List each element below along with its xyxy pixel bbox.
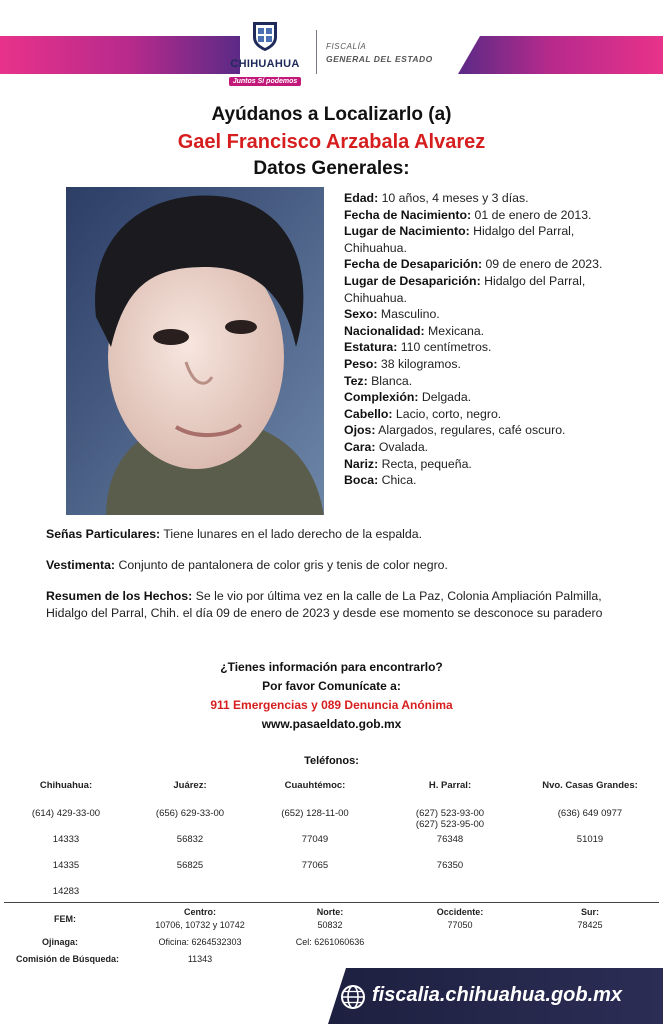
clothing-label: Vestimenta: bbox=[46, 558, 116, 572]
logo-divider bbox=[316, 30, 317, 74]
fem-norte-value: 50832 bbox=[317, 920, 343, 930]
summary-label: Resumen de los Hechos: bbox=[46, 589, 193, 603]
phone-number: 14333 bbox=[52, 834, 80, 845]
detail-row bbox=[344, 273, 634, 306]
fem-sur-value: 78425 bbox=[577, 920, 603, 930]
footer-url[interactable]: fiscalia.chihuahua.gob.mx bbox=[372, 984, 623, 1006]
emergency-numbers: 911 Emergencias y 089 Denuncia Anónima bbox=[210, 698, 453, 712]
detail-row bbox=[344, 306, 634, 323]
phone-number: 77065 bbox=[301, 860, 329, 871]
globe-icon bbox=[340, 984, 366, 1010]
phone-column bbox=[390, 780, 510, 886]
detail-row bbox=[344, 339, 634, 356]
detail-label: Sexo: bbox=[344, 307, 378, 322]
phone-number: (656) 629-33-00 bbox=[155, 808, 225, 819]
detail-value: Lacio, corto, negro. bbox=[392, 406, 502, 421]
ojinaga-office: Oficina: 6264532303 bbox=[158, 937, 242, 947]
detail-row bbox=[344, 389, 634, 406]
detail-label: Cabello: bbox=[344, 406, 393, 421]
detail-label: Boca: bbox=[344, 473, 379, 488]
detail-label: Fecha de Nacimiento: bbox=[344, 207, 472, 222]
clothing bbox=[46, 557, 606, 574]
phone-number: 51019 bbox=[576, 834, 604, 845]
detail-label: Tez: bbox=[344, 373, 368, 388]
phone-number: 76350 bbox=[436, 860, 464, 871]
detail-value: Blanca. bbox=[367, 373, 413, 388]
phone-number: 56832 bbox=[176, 834, 204, 845]
phone-column bbox=[255, 780, 375, 886]
detail-row bbox=[344, 472, 634, 489]
detail-value: Delgada. bbox=[418, 390, 472, 405]
phone-number: 76348 bbox=[436, 834, 464, 845]
missing-person-name: Gael Francisco Arzabala Alvarez bbox=[177, 131, 486, 153]
detail-label: Nacionalidad: bbox=[344, 323, 425, 338]
summary-of-events bbox=[46, 588, 606, 621]
detail-value: Recta, pequeña. bbox=[378, 456, 472, 471]
fem-occidente-label: Occidente: bbox=[436, 907, 484, 917]
detail-row bbox=[344, 406, 634, 423]
detail-value: Masculino. bbox=[377, 307, 440, 322]
phones-title: Teléfonos: bbox=[304, 755, 359, 767]
phone-number: (627) 523-93-00 (627) 523-95-00 bbox=[415, 808, 485, 830]
detail-row bbox=[344, 373, 634, 390]
detail-row bbox=[344, 439, 634, 456]
detail-label: Estatura: bbox=[344, 340, 398, 355]
header-band-left bbox=[0, 36, 240, 74]
logo-name: CHIHUAHUA bbox=[230, 58, 300, 70]
detail-row bbox=[344, 456, 634, 473]
phone-city: H. Parral: bbox=[428, 780, 472, 791]
phone-number: 14335 bbox=[52, 860, 80, 871]
header-band-right bbox=[458, 36, 663, 74]
contact-please: Por favor Comunícate a: bbox=[262, 679, 401, 693]
phone-city: Nvo. Casas Grandes: bbox=[542, 780, 638, 791]
divider-line bbox=[4, 902, 659, 903]
headline: Ayúdanos a Localizarlo (a) bbox=[211, 104, 452, 125]
fem-label: FEM: bbox=[54, 914, 76, 924]
contact-question: ¿Tienes información para encontrarlo? bbox=[220, 660, 443, 674]
phone-city: Cuauhtémoc: bbox=[284, 780, 346, 791]
search-commission-value: 11343 bbox=[187, 954, 213, 964]
agency-line2: GENERAL DEL ESTADO bbox=[326, 54, 433, 64]
fem-sur-label: Sur: bbox=[581, 907, 599, 917]
ojinaga-label: Ojinaga: bbox=[41, 937, 78, 947]
detail-value: Mexicana. bbox=[424, 323, 485, 338]
detail-row bbox=[344, 223, 634, 256]
agency-line1: FISCALÍA bbox=[326, 42, 367, 51]
detail-label: Cara: bbox=[344, 439, 376, 454]
fem-norte-label: Norte: bbox=[316, 907, 344, 917]
detail-value: Alargados, regulares, café oscuro. bbox=[375, 423, 566, 438]
detail-value: 110 centímetros. bbox=[397, 340, 492, 355]
detail-value: 09 de enero de 2023. bbox=[482, 257, 603, 272]
detail-value: Chica. bbox=[378, 473, 417, 488]
logo-slogan: Juntos Sí podemos bbox=[229, 77, 302, 86]
person-photo bbox=[66, 187, 324, 515]
distinctive-marks bbox=[46, 526, 606, 543]
search-commission-label: Comisión de Búsqueda: bbox=[15, 954, 119, 964]
distinctive-marks-value: Tiene lunares en el lado derecho de la espalda. bbox=[160, 527, 422, 541]
detail-row bbox=[344, 323, 634, 340]
phone-city: Juárez: bbox=[173, 780, 207, 791]
detail-label: Lugar de Nacimiento: bbox=[344, 224, 470, 239]
phone-number: (652) 128-11-00 bbox=[281, 808, 349, 819]
detail-value: Ovalada. bbox=[375, 439, 429, 454]
detail-value: 10 años, 4 meses y 3 días. bbox=[378, 191, 529, 205]
detail-row bbox=[344, 356, 634, 373]
detail-label: Ojos: bbox=[344, 423, 376, 438]
detail-value: 38 kilogramos. bbox=[377, 356, 461, 371]
detail-value: 01 de enero de 2013. bbox=[471, 207, 592, 222]
detail-label: Nariz: bbox=[344, 456, 379, 471]
detail-label: Peso: bbox=[344, 356, 378, 371]
ojinaga-cell: Cel: 6261060636 bbox=[295, 937, 365, 947]
detail-label: Fecha de Desaparición: bbox=[344, 257, 483, 272]
phone-number: (614) 429-33-00 bbox=[31, 808, 101, 819]
phone-city: Chihuahua: bbox=[39, 780, 93, 791]
phone-number: 77049 bbox=[301, 834, 329, 845]
chihuahua-logo bbox=[228, 20, 302, 90]
section-title: Datos Generales: bbox=[253, 158, 410, 179]
fem-centro-value: 10706, 10732 y 10742 bbox=[155, 920, 245, 930]
detail-label: Complexión: bbox=[344, 390, 419, 405]
detail-label: Lugar de Desaparición: bbox=[344, 273, 481, 288]
phone-number: 56825 bbox=[176, 860, 204, 871]
detail-value: Hidalgo del Parral, Chihuahua. bbox=[344, 273, 586, 305]
phone-column bbox=[130, 780, 250, 886]
fem-occidente-value: 77050 bbox=[447, 920, 473, 930]
phone-column bbox=[530, 780, 650, 860]
clothing-value: Conjunto de pantalonera de color gris y tenis de color negro. bbox=[115, 558, 448, 572]
phone-number: 14283 bbox=[52, 886, 80, 897]
detail-row bbox=[344, 256, 634, 273]
detail-row bbox=[344, 422, 634, 439]
general-data-list bbox=[344, 190, 634, 489]
distinctive-marks-label: Señas Particulares: bbox=[46, 527, 161, 541]
report-website[interactable]: www.pasaeldato.gob.mx bbox=[261, 717, 402, 731]
detail-value: Hidalgo del Parral, Chihuahua. bbox=[344, 224, 575, 255]
footer-left bbox=[0, 968, 330, 1024]
detail-row bbox=[344, 207, 634, 224]
phone-number: (636) 649 0977 bbox=[557, 808, 623, 819]
fem-centro-label: Centro: bbox=[184, 907, 216, 917]
detail-row bbox=[344, 190, 634, 207]
shield-icon bbox=[250, 20, 280, 52]
phone-column bbox=[6, 780, 126, 912]
detail-label: Edad: bbox=[344, 191, 379, 205]
summary-value: Se le vio por última vez en la calle de La Paz, Colonia Ampliación Palmilla, Hidalgo del Parral, Chih. el día 09 de enero de 2023 y desde ese momento se desconoce su paradero bbox=[46, 589, 603, 620]
